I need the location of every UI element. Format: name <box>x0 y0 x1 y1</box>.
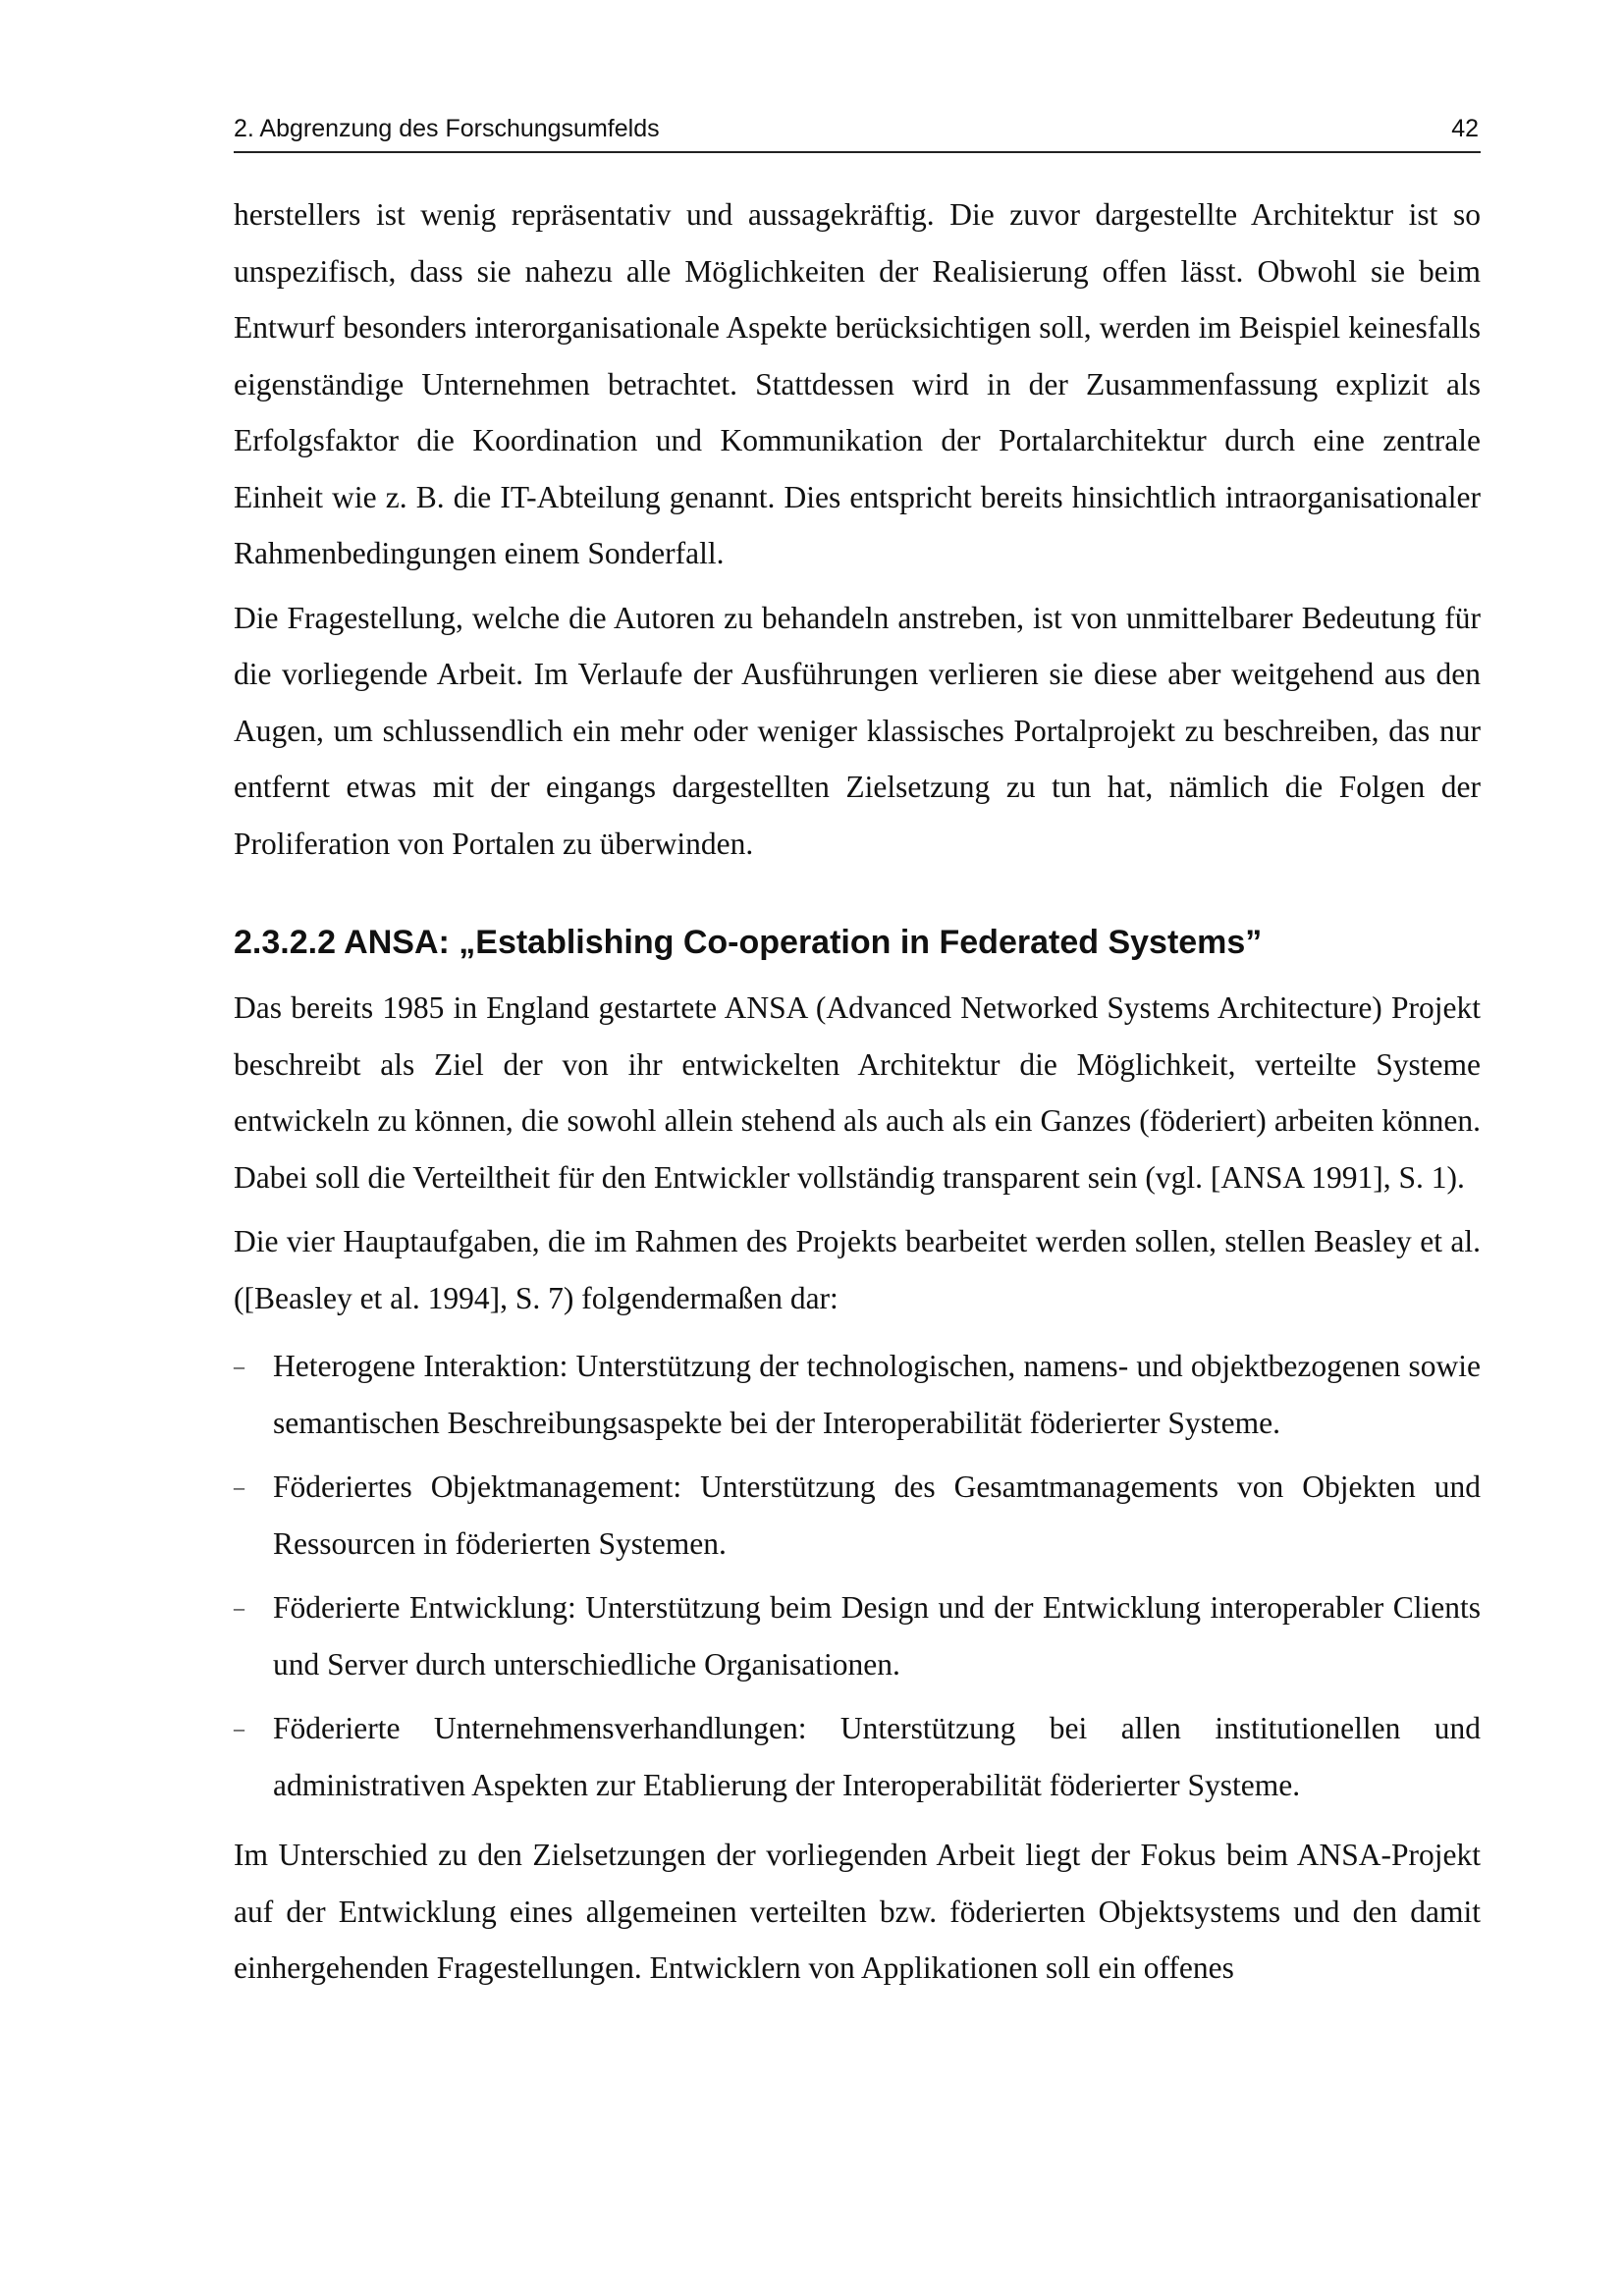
list-item <box>234 1338 1481 1451</box>
paragraph: Das bereits 1985 in England gestartete ANSA (Advanced Networked Systems Architecture) Projekt beschreibt als Ziel der von ihr entwickelten Architektur die Möglichkeit, verteilte Systeme entwickeln zu können, die sowohl allein stehend als auch als ein Ganzes (föderiert) arbeiten können. Dabei soll die Verteiltheit für den Entwickler vollständig transparent sein (vgl. [ANSA 1991], S. 1). <box>234 990 1481 1195</box>
list-item <box>234 1700 1481 1813</box>
body-text <box>234 187 1481 2004</box>
dash-bullet-icon: – <box>234 1354 244 1378</box>
list-item-text: Föderierte Unternehmensverhandlungen: Unterstützung bei allen institutionellen und administrativen Aspekten zur Etablierung der Interoperabilität föderierter Systeme. <box>273 1711 1481 1802</box>
paragraph: Die vier Hauptaufgaben, die im Rahmen des Projekts bearbeitet werden sollen, stellen Beasley et al. ([Beasley et al. 1994], S. 7) folgendermaßen dar: <box>234 1224 1481 1315</box>
paragraph: Im Unterschied zu den Zielsetzungen der vorliegenden Arbeit liegt der Fokus beim ANSA-Projekt auf der Entwicklung eines allgemeinen verteilten bzw. föderierten Objektsystems und den damit einhergehenden Fragestellungen. Entwicklern von Applikationen soll ein offenes <box>234 1838 1481 1985</box>
task-list <box>234 1338 1481 1813</box>
dash-bullet-icon: – <box>234 1716 244 1740</box>
list-item <box>234 1579 1481 1692</box>
paragraph: herstellers ist wenig repräsentativ und aussagekräftig. Die zuvor dargestellte Architektur ist so unspezifisch, dass sie nahezu alle Möglichkeiten der Realisierung offen lässt. Obwohl sie beim Entwurf besonders interorganisationale Aspekte berücksichtigen soll, werden im Beispiel keinesfalls eigenständige Unternehmen betrachtet. Stattdessen wird in der Zusammenfassung explizit als Erfolgsfaktor die Koordination und Kommunikation der Portalarchitektur durch eine zentrale Einheit wie z. B. die IT-Abteilung genannt. Dies entspricht bereits hinsichtlich intraorganisationaler Rahmenbedingungen einem Sonderfall. <box>234 197 1481 570</box>
running-header <box>234 110 1481 153</box>
section-heading: 2.3.2.2 ANSA: „Establishing Co-operation in Federated Systems” <box>234 924 1263 961</box>
list-item-text: Föderiertes Objektmanagement: Unterstützung des Gesamtmanagements von Objekten und Ressourcen in föderierten Systemen. <box>273 1469 1481 1561</box>
dash-bullet-icon: – <box>234 1474 244 1499</box>
list-item <box>234 1459 1481 1572</box>
list-item-text: Heterogene Interaktion: Unterstützung der technologischen, namens- und objektbezogenen sowie semantischen Beschreibungsaspekte bei der Interoperabilität föderierter Systeme. <box>273 1349 1481 1440</box>
page-number: 42 <box>1451 115 1479 142</box>
dash-bullet-icon: – <box>234 1595 244 1620</box>
paragraph: Die Fragestellung, welche die Autoren zu behandeln anstreben, ist von unmittelbarer Bedeutung für die vorliegende Arbeit. Im Verlaufe der Ausführungen verlieren sie diese aber weitgehend aus den Augen, um schlussendlich ein mehr oder weniger klassisches Portalprojekt zu beschreiben, das nur entfernt etwas mit der eingangs dargestellten Zielsetzung zu tun hat, nämlich die Folgen der Proliferation von Portalen zu überwinden. <box>234 600 1481 861</box>
chapter-title: 2. Abgrenzung des Forschungsumfelds <box>234 115 660 142</box>
list-item-text: Föderierte Entwicklung: Unterstützung beim Design und der Entwicklung interoperabler Clients und Server durch unterschiedliche Organisationen. <box>273 1590 1481 1682</box>
